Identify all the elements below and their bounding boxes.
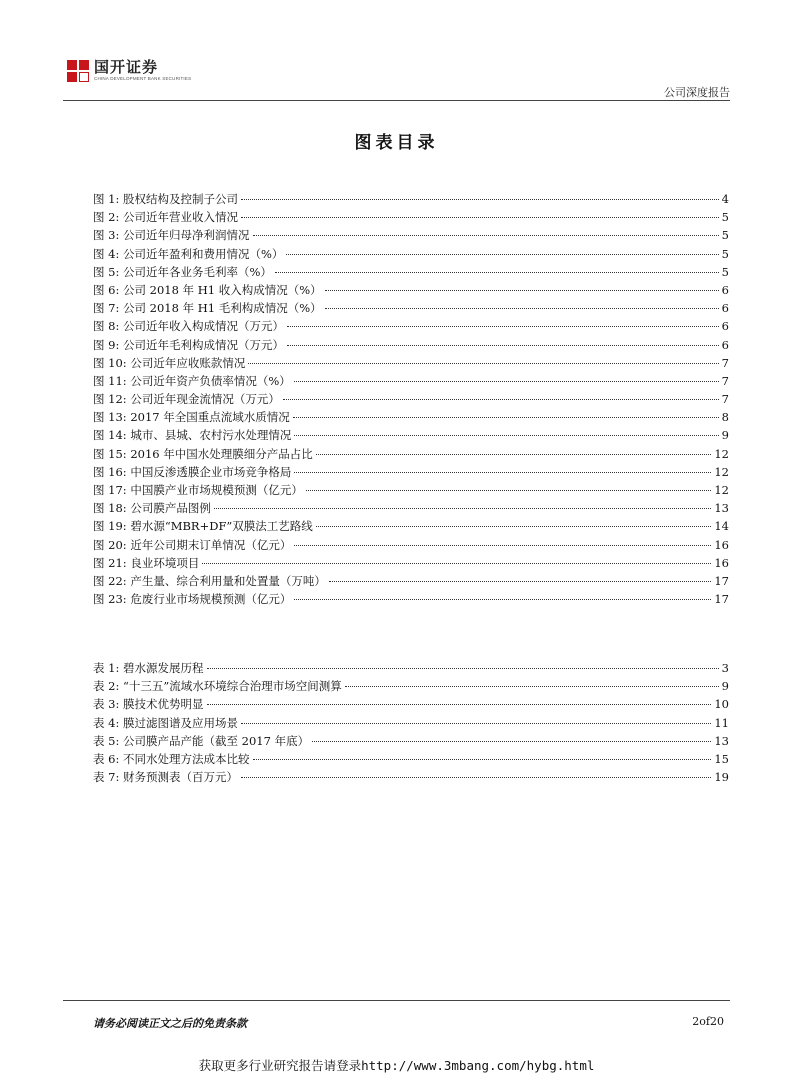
toc-entry-page: 6 bbox=[721, 337, 729, 352]
toc-leader-dots bbox=[325, 290, 719, 291]
toc-entry[interactable] bbox=[93, 482, 729, 500]
toc-entry-label: 表 4: 膜过滤图谱及应用场景 bbox=[93, 715, 239, 730]
toc-leader-dots bbox=[241, 217, 719, 218]
toc-leader-dots bbox=[202, 563, 711, 564]
toc-entry[interactable] bbox=[93, 660, 729, 678]
toc-entry-label: 表 7: 财务预测表（百万元） bbox=[93, 770, 239, 785]
toc-entry[interactable] bbox=[93, 337, 729, 355]
toc-leader-dots bbox=[294, 435, 718, 436]
figure-list bbox=[93, 191, 729, 609]
toc-entry[interactable] bbox=[93, 373, 729, 391]
toc-leader-dots bbox=[241, 723, 711, 724]
toc-entry-label: 图 8: 公司近年收入构成情况（万元） bbox=[93, 319, 285, 334]
toc-entry-label: 图 18: 公司膜产品图例 bbox=[93, 501, 211, 516]
toc-entry[interactable] bbox=[93, 696, 729, 714]
toc-entry-page: 4 bbox=[721, 192, 729, 206]
toc-leader-dots bbox=[329, 581, 712, 582]
toc-entry-page: 12 bbox=[714, 464, 729, 479]
toc-entry-label: 图 20: 近年公司期末订单情况（亿元） bbox=[93, 537, 292, 552]
toc-entry-page: 7 bbox=[721, 373, 729, 388]
toc-entry-page: 13 bbox=[714, 501, 729, 516]
toc-entry-label: 图 11: 公司近年资产负债率情况（%） bbox=[93, 373, 291, 388]
toc-entry-page: 12 bbox=[714, 446, 729, 461]
toc-leader-dots bbox=[293, 417, 719, 418]
toc-leader-dots bbox=[294, 472, 711, 473]
toc-entry-page: 6 bbox=[721, 319, 729, 334]
toc-entry[interactable] bbox=[93, 391, 729, 409]
toc-leader-dots bbox=[316, 454, 712, 455]
toc-leader-dots bbox=[241, 199, 719, 200]
toc-leader-dots bbox=[316, 526, 712, 527]
toc-entry-label: 图 2: 公司近年营业收入情况 bbox=[93, 210, 239, 225]
toc-entry[interactable] bbox=[93, 282, 729, 300]
toc-entry-page: 8 bbox=[721, 410, 729, 425]
toc-leader-dots bbox=[207, 704, 712, 705]
toc-entry-label: 图 15: 2016 年中国水处理膜细分产品占比 bbox=[93, 446, 313, 461]
toc-entry-page: 17 bbox=[714, 592, 729, 607]
toc-entry[interactable] bbox=[93, 427, 729, 445]
toc-entry-label: 图 7: 公司 2018 年 H1 毛利构成情况（%） bbox=[93, 301, 322, 316]
toc-entry[interactable] bbox=[93, 246, 729, 264]
toc-leader-dots bbox=[275, 272, 719, 273]
toc-entry-label: 图 12: 公司近年现金流情况（万元） bbox=[93, 392, 280, 407]
toc-entry-label: 图 4: 公司近年盈利和费用情况（%） bbox=[93, 246, 284, 261]
toc-leader-dots bbox=[345, 686, 719, 687]
toc-entry-label: 表 3: 膜技术优势明显 bbox=[93, 697, 204, 712]
toc-leader-dots bbox=[312, 741, 711, 742]
doc-type-label: 公司深度报告 bbox=[664, 86, 730, 99]
toc-leader-dots bbox=[287, 326, 719, 327]
toc-entry-page: 5 bbox=[721, 210, 729, 225]
toc-entry-page: 3 bbox=[721, 661, 729, 675]
toc-entry[interactable] bbox=[93, 573, 729, 591]
toc-leader-dots bbox=[248, 363, 718, 364]
toc-entry[interactable] bbox=[93, 751, 729, 769]
logo-en-text: CHINA DEVELOPMENT BANK SECURITIES bbox=[94, 76, 192, 82]
toc-entry-label: 图 19: 碧水源“MBR+DF”双膜法工艺路线 bbox=[93, 519, 313, 534]
toc-entry-label: 图 10: 公司近年应收账款情况 bbox=[93, 355, 246, 370]
toc-entry[interactable] bbox=[93, 733, 729, 751]
company-logo bbox=[67, 58, 191, 84]
toc-entry-label: 图 22: 产生量、综合利用量和处置量（万吨） bbox=[93, 573, 326, 588]
toc-entry-label: 图 9: 公司近年毛利构成情况（万元） bbox=[93, 337, 285, 352]
toc-entry-page: 13 bbox=[714, 733, 729, 748]
toc-entry-label: 图 3: 公司近年归母净利润情况 bbox=[93, 228, 250, 243]
toc-entry[interactable] bbox=[93, 209, 729, 227]
toc-leader-dots bbox=[283, 399, 719, 400]
toc-entry-page: 6 bbox=[721, 301, 729, 316]
toc-entry[interactable] bbox=[93, 464, 729, 482]
toc-entry-page: 19 bbox=[714, 770, 729, 785]
toc-entry-page: 5 bbox=[721, 264, 729, 279]
toc-entry-label: 图 5: 公司近年各业务毛利率（%） bbox=[93, 264, 272, 279]
toc-leader-dots bbox=[214, 508, 712, 509]
toc-entry[interactable] bbox=[93, 555, 729, 573]
toc-entry[interactable] bbox=[93, 591, 729, 609]
disclaimer-text: 请务必阅读正文之后的免责条款 bbox=[93, 1017, 247, 1030]
toc-entry-page: 5 bbox=[721, 246, 729, 261]
toc-entry-page: 9 bbox=[721, 428, 729, 443]
toc-entry-label: 图 17: 中国膜产业市场规模预测（亿元） bbox=[93, 483, 303, 497]
toc-entry-label: 表 2: “十三五”流域水环境综合治理市场空间测算 bbox=[93, 679, 342, 694]
toc-leader-dots bbox=[294, 381, 719, 382]
toc-entry[interactable] bbox=[93, 227, 729, 245]
toc-entry[interactable] bbox=[93, 355, 729, 373]
toc-entry[interactable] bbox=[93, 537, 729, 555]
page-title: 图表目录 bbox=[354, 133, 439, 153]
toc-entry-page: 7 bbox=[721, 392, 729, 407]
toc-entry[interactable] bbox=[93, 300, 729, 318]
toc-entry-page: 14 bbox=[714, 519, 729, 534]
toc-leader-dots bbox=[287, 345, 719, 346]
logo-cn-text: 国开证券 bbox=[94, 58, 159, 77]
toc-entry-page: 7 bbox=[721, 355, 729, 370]
toc-entry-page: 16 bbox=[714, 537, 729, 552]
toc-entry-page: 17 bbox=[714, 573, 729, 588]
toc-entry-label: 图 21: 良业环境项目 bbox=[93, 555, 200, 570]
toc-leader-dots bbox=[207, 668, 719, 669]
toc-entry-label: 表 5: 公司膜产品产能（截至 2017 年底） bbox=[93, 733, 310, 748]
toc-entry[interactable] bbox=[93, 318, 729, 336]
toc-entry[interactable] bbox=[93, 409, 729, 427]
toc-entry-page: 11 bbox=[714, 715, 729, 730]
toc-entry[interactable] bbox=[93, 715, 729, 733]
toc-entry-label: 表 6: 不同水处理方法成本比较 bbox=[93, 751, 250, 766]
toc-entry-page: 16 bbox=[714, 555, 729, 570]
toc-entry-label: 图 14: 城市、县城、农村污水处理情况 bbox=[93, 428, 292, 443]
toc-leader-dots bbox=[325, 308, 719, 309]
logo-mark-icon bbox=[67, 60, 89, 82]
table-list bbox=[93, 660, 729, 787]
toc-entry[interactable] bbox=[93, 191, 729, 209]
toc-entry-page: 10 bbox=[714, 697, 729, 712]
toc-entry-page: 9 bbox=[721, 679, 729, 694]
toc-entry-label: 图 6: 公司 2018 年 H1 收入构成情况（%） bbox=[93, 282, 322, 297]
page-number: 2of20 bbox=[692, 1015, 724, 1028]
toc-entry-label: 图 23: 危废行业市场规模预测（亿元） bbox=[93, 592, 292, 607]
toc-entry[interactable] bbox=[93, 446, 729, 464]
toc-entry[interactable] bbox=[93, 769, 729, 787]
toc-entry[interactable] bbox=[93, 678, 729, 696]
toc-entry-label: 图 16: 中国反渗透膜企业市场竞争格局 bbox=[93, 464, 292, 479]
header-divider bbox=[63, 100, 730, 101]
toc-entry-label: 图 13: 2017 年全国重点流域水质情况 bbox=[93, 410, 290, 425]
toc-leader-dots bbox=[294, 545, 711, 546]
footer-divider bbox=[63, 1000, 730, 1001]
toc-entry[interactable] bbox=[93, 518, 729, 536]
toc-entry-page: 12 bbox=[714, 483, 729, 497]
toc-leader-dots bbox=[241, 777, 711, 778]
promo-link[interactable]: 获取更多行业研究报告请登录http://www.3mbang.com/hybg.html bbox=[198, 1058, 595, 1073]
toc-entry-page: 15 bbox=[714, 751, 729, 766]
toc-entry-page: 6 bbox=[721, 282, 729, 297]
toc-entry-page: 5 bbox=[721, 228, 729, 243]
toc-entry[interactable] bbox=[93, 264, 729, 282]
toc-leader-dots bbox=[253, 759, 712, 760]
toc-leader-dots bbox=[294, 599, 711, 600]
toc-entry-label: 图 1: 股权结构及控制子公司 bbox=[93, 192, 239, 206]
toc-leader-dots bbox=[306, 490, 712, 491]
toc-leader-dots bbox=[253, 235, 719, 236]
toc-entry[interactable] bbox=[93, 500, 729, 518]
toc-leader-dots bbox=[286, 254, 718, 255]
toc-entry-label: 表 1: 碧水源发展历程 bbox=[93, 661, 204, 675]
